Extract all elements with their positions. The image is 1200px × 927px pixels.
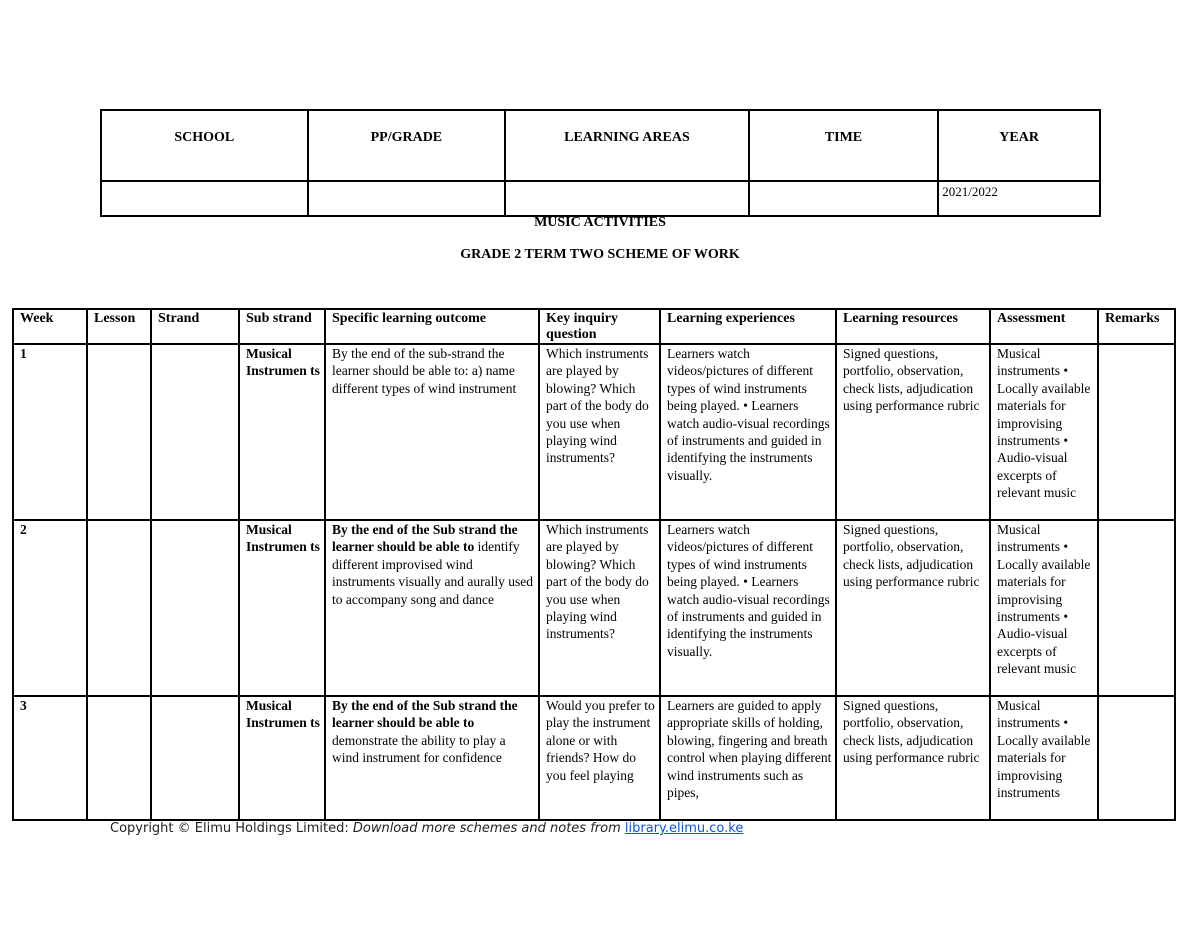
sub-strand-cell: Musical Instrumen ts: [239, 696, 325, 820]
assessment-text: Musical instruments • Locally available materials for improvising instruments • Audio-visual excerpts of relevant music: [997, 346, 1091, 501]
week-cell: 3: [13, 696, 87, 820]
header-time: TIME: [749, 110, 939, 181]
download-note: Download more schemes and notes from: [352, 821, 625, 836]
column-header: Week: [13, 309, 87, 344]
remarks-cell: [1098, 344, 1175, 520]
header-year: YEAR: [938, 110, 1100, 181]
question-cell: [539, 344, 660, 520]
table-header-row: [13, 309, 1175, 344]
value-school: [101, 181, 308, 216]
experiences-cell: [660, 520, 836, 696]
sub-strand-cell: Musical Instrumen ts: [239, 520, 325, 696]
column-header: Specific learning outcome: [325, 309, 539, 344]
column-header: Lesson: [87, 309, 151, 344]
sub-strand-cell: Musical Instrumen ts: [239, 344, 325, 520]
resources-text: Signed questions, portfolio, observation, check lists, adjudication using performance rubric: [843, 346, 980, 414]
table-row: [13, 696, 1175, 820]
remarks-cell: [1098, 696, 1175, 820]
library-link[interactable]: library.elimu.co.ke: [624, 821, 744, 836]
table-row: [13, 520, 1175, 696]
assessment-text: Musical instruments • Locally available materials for improvising instruments • Audio-visual excerpts of relevant music: [997, 522, 1091, 677]
column-header: Key inquiry question: [539, 309, 660, 344]
column-header: Remarks: [1098, 309, 1175, 344]
strand-cell: [151, 696, 239, 820]
week-cell: 1: [13, 344, 87, 520]
question-text: Would you prefer to play the instrument alone or with friends? How do you feel playing: [546, 698, 655, 783]
resources-cell: [836, 344, 990, 520]
lesson-cell: [87, 520, 151, 696]
resources-cell: [836, 520, 990, 696]
column-header: Learning resources: [836, 309, 990, 344]
school-info-table: [100, 109, 1101, 217]
outcome-text: By the end of the sub-strand the learner should be able to: a) name different types of wind instrument: [332, 346, 517, 396]
assessment-cell: [990, 520, 1098, 696]
resources-text: Signed questions, portfolio, observation, check lists, adjudication using performance rubric: [843, 522, 980, 590]
question-cell: [539, 696, 660, 820]
assessment-cell: [990, 344, 1098, 520]
value-time: [749, 181, 939, 216]
value-grade: [308, 181, 506, 216]
strand-cell: [151, 520, 239, 696]
resources-text: Signed questions, portfolio, observation, check lists, adjudication using performance rubric: [843, 698, 980, 766]
column-header: Assessment: [990, 309, 1098, 344]
column-header: Strand: [151, 309, 239, 344]
assessment-cell: [990, 696, 1098, 820]
experiences-cell: [660, 344, 836, 520]
document-title: MUSIC ACTIVITIES: [534, 215, 666, 230]
document-subtitle: GRADE 2 TERM TWO SCHEME OF WORK: [460, 247, 740, 262]
outcome-cell: [325, 344, 539, 520]
column-header: Sub strand: [239, 309, 325, 344]
lesson-cell: [87, 696, 151, 820]
lesson-cell: [87, 344, 151, 520]
scheme-of-work-table: [12, 308, 1176, 821]
week-cell: 2: [13, 520, 87, 696]
assessment-text: Musical instruments • Locally available materials for improvising instruments: [997, 698, 1091, 801]
question-cell: [539, 520, 660, 696]
outcome-lead: By the end of the Sub strand the learner should be able to: [332, 698, 518, 731]
remarks-cell: [1098, 520, 1175, 696]
question-text: Which instruments are played by blowing? Which part of the body do you use when playing wind instruments?: [546, 346, 649, 466]
header-school: SCHOOL: [101, 110, 308, 181]
experiences-text: Learners watch videos/pictures of different types of wind instruments being played. • Learners watch audio-visual recordings of instruments and guided in identifying the instruments visually.: [667, 522, 830, 659]
strand-cell: [151, 344, 239, 520]
value-learning-areas: [505, 181, 749, 216]
experiences-cell: [660, 696, 836, 820]
header-grade: PP/GRADE: [308, 110, 506, 181]
outcome-cell: [325, 696, 539, 820]
outcome-lead: By the end of the Sub strand the learner should be able to: [332, 522, 518, 555]
experiences-text: Learners watch videos/pictures of different types of wind instruments being played. • Learners watch audio-visual recordings of instruments and guided in identifying the instruments visually.: [667, 346, 830, 483]
column-header: Learning experiences: [660, 309, 836, 344]
question-text: Which instruments are played by blowing? Which part of the body do you use when playing wind instruments?: [546, 522, 649, 642]
copyright-text: Copyright © Elimu Holdings Limited:: [110, 821, 353, 836]
header-learning-areas: LEARNING AREAS: [505, 110, 749, 181]
copyright-footer: [110, 821, 743, 836]
resources-cell: [836, 696, 990, 820]
outcome-text: identify different improvised wind instruments visually and aurally used to accompany song and dance: [332, 539, 533, 607]
outcome-cell: [325, 520, 539, 696]
table-row: [13, 344, 1175, 520]
value-year: 2021/2022: [938, 181, 1100, 216]
outcome-text: demonstrate the ability to play a wind instrument for confidence: [332, 732, 506, 766]
experiences-text: Learners are guided to apply appropriate skills of holding, blowing, fingering and breath control when playing different wind instruments such as pipes,: [667, 698, 832, 801]
